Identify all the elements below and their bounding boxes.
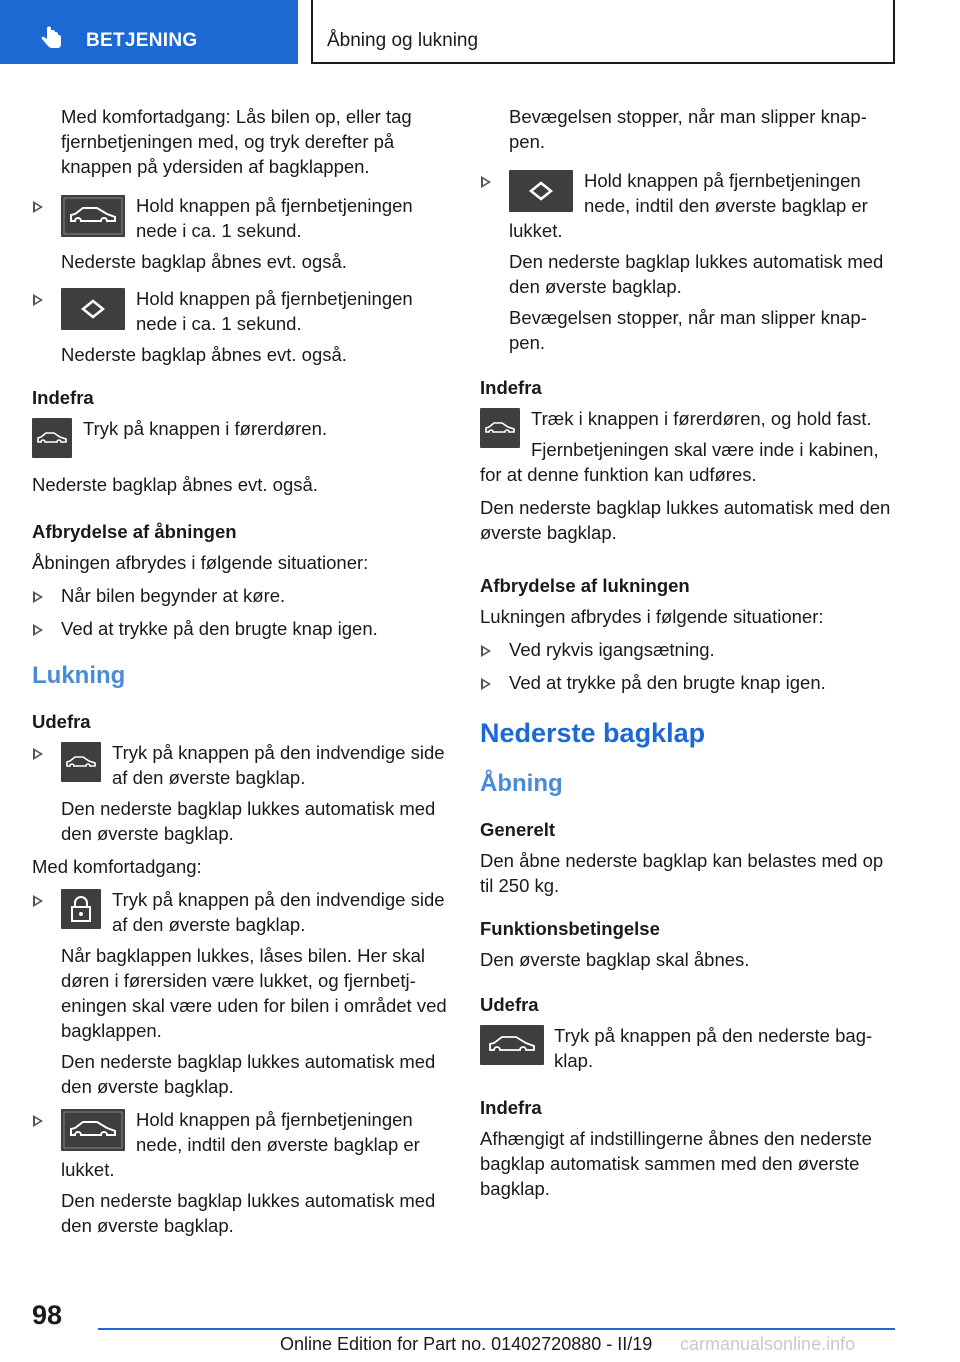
heading-funktionsbetingelse: Funktionsbetingelse [480, 918, 660, 939]
paragraph: Tryk på knappen i førerdøren. [32, 416, 452, 462]
paragraph: Afhængigt af indstillingerne åbnes den nederste bagklap automatisk sammen med den øverste bagklap. [480, 1128, 872, 1199]
car-close-button-icon [61, 1109, 125, 1151]
paragraph: Med komfortadgang: Lås bilen op, eller tag fjernbetjeningen med, og tryk derefter på knappen på ydersiden af bagklappen. [61, 106, 412, 177]
tailgate-button-icon [61, 742, 101, 782]
paragraph: Lukningen afbrydes i følgende situationer: [480, 606, 824, 627]
car-open-button-icon [61, 195, 125, 237]
door-button-icon [480, 408, 520, 448]
paragraph: Den øverste bagklap skal åbnes. [480, 949, 750, 970]
bullet-triangle-icon [481, 645, 491, 657]
bullet-triangle-icon [481, 678, 491, 690]
heading-lukning: Lukning [32, 662, 126, 689]
list-item [32, 286, 452, 367]
heading-indefra: Indefra [32, 387, 94, 408]
right-column [480, 104, 900, 1209]
diamond-button-icon [509, 170, 573, 212]
left-column [32, 104, 452, 1246]
list-item: Ved rykvis igangsætning. [480, 637, 900, 662]
bullet-triangle-icon [33, 201, 43, 213]
paragraph: Træk i knappen i førerdøren, og hold fast. Fjernbetjeningen skal være inde i kabinen, for at denne funktion kan udføres. [480, 408, 879, 485]
header-title-box [311, 0, 895, 64]
footer-edition: Online Edition for Part no. 01402720880 - II/19 [280, 1334, 653, 1354]
list-item: Ved at trykke på den brugte knap igen. [480, 670, 900, 695]
bullet-triangle-icon [33, 294, 43, 306]
list-item: Hold knappen på fjernbetjeningen nede, indtil den øverste bagklap er lukket. Den nederste bagklap lukkes automatisk med den øverste bagklap. [32, 1107, 452, 1238]
page-title: Åbning og lukning [327, 30, 479, 51]
bullet-triangle-icon [481, 176, 491, 188]
paragraph: Tryk på knappen på den nederste bag-klap. [480, 1023, 900, 1073]
heading-indefra: Indefra [480, 377, 542, 398]
paragraph: Den nederste bagklap lukkes automatisk med den øverste bagklap. [480, 497, 891, 543]
list-item-text: Hold knappen på fjernbetjeningen nede i ca. 1 sekund. [136, 195, 413, 241]
diamond-button-icon [61, 288, 125, 330]
bullet-triangle-icon [33, 895, 43, 907]
list-item [32, 193, 452, 274]
lower-tailgate-button-icon [480, 1025, 544, 1065]
heading-afbrydelse: Afbrydelse af åbningen [32, 521, 237, 542]
bullet-triangle-icon [33, 748, 43, 760]
list-item: Tryk på knappen på den indvendige side af den øverste bagklap. Når bagklappen lukkes, låses bilen. Her skal døren i førersiden være lukket, og fjernbetj-eningen skal være uden for bilen i området ved bagklappen. Den nederste bagklap lukkes automatisk med den øverste bagklap. [32, 887, 452, 1099]
list-item: Tryk på knappen på den indvendige side af den øverste bagklap. Den nederste bagklap lukkes automatisk med den øverste bagklap. [32, 740, 452, 846]
heading-udefra: Udefra [32, 711, 91, 732]
paragraph: Den åbne nederste bagklap kan belastes med op til 250 kg. [480, 850, 884, 896]
heading-aabning: Åbning [480, 770, 563, 797]
header-section-tab [0, 0, 298, 64]
hand-pointer-icon [38, 26, 64, 52]
watermark: carmanualsonline.info [680, 1334, 856, 1354]
bullet-triangle-icon [33, 624, 43, 636]
section-label: BETJENING [86, 30, 198, 51]
paragraph: Med komfortadgang: [32, 856, 202, 877]
list-item-text: Hold knappen på fjernbetjeningen nede i ca. 1 sekund. [136, 288, 413, 334]
door-button-icon [32, 418, 72, 458]
heading-indefra-2: Indefra [480, 1097, 542, 1118]
bullet-triangle-icon [33, 1115, 43, 1127]
list-item: Ved at trykke på den brugte knap igen. [32, 616, 452, 641]
heading-nederste-bagklap: Nederste bagklap [480, 718, 706, 748]
list-item: Når bilen begynder at køre. [32, 583, 452, 608]
paragraph: Bevægelsen stopper, når man slipper knap-pen. [509, 106, 867, 152]
list-item: Hold knappen på fjernbetjeningen nede, indtil den øverste bagklap er lukket. Den nederste bagklap lukkes automatisk med den øverste bagklap. Bevægelsen stopper, når man slipper knap-pen. [480, 168, 900, 355]
footer-divider [98, 1328, 895, 1330]
list-item-note: Nederste bagklap åbnes evt. også. [61, 344, 347, 365]
list-item-note: Nederste bagklap åbnes evt. også. [61, 251, 347, 272]
lock-button-icon [61, 889, 101, 929]
heading-udefra: Udefra [480, 994, 539, 1015]
page-number: 98 [32, 1300, 63, 1330]
bullet-triangle-icon [33, 591, 43, 603]
paragraph: Åbningen afbrydes i følgende situationer: [32, 552, 369, 573]
heading-generelt: Generelt [480, 819, 556, 840]
heading-afbrydelse-lukning: Afbrydelse af lukningen [480, 575, 690, 596]
paragraph: Nederste bagklap åbnes evt. også. [32, 474, 318, 495]
